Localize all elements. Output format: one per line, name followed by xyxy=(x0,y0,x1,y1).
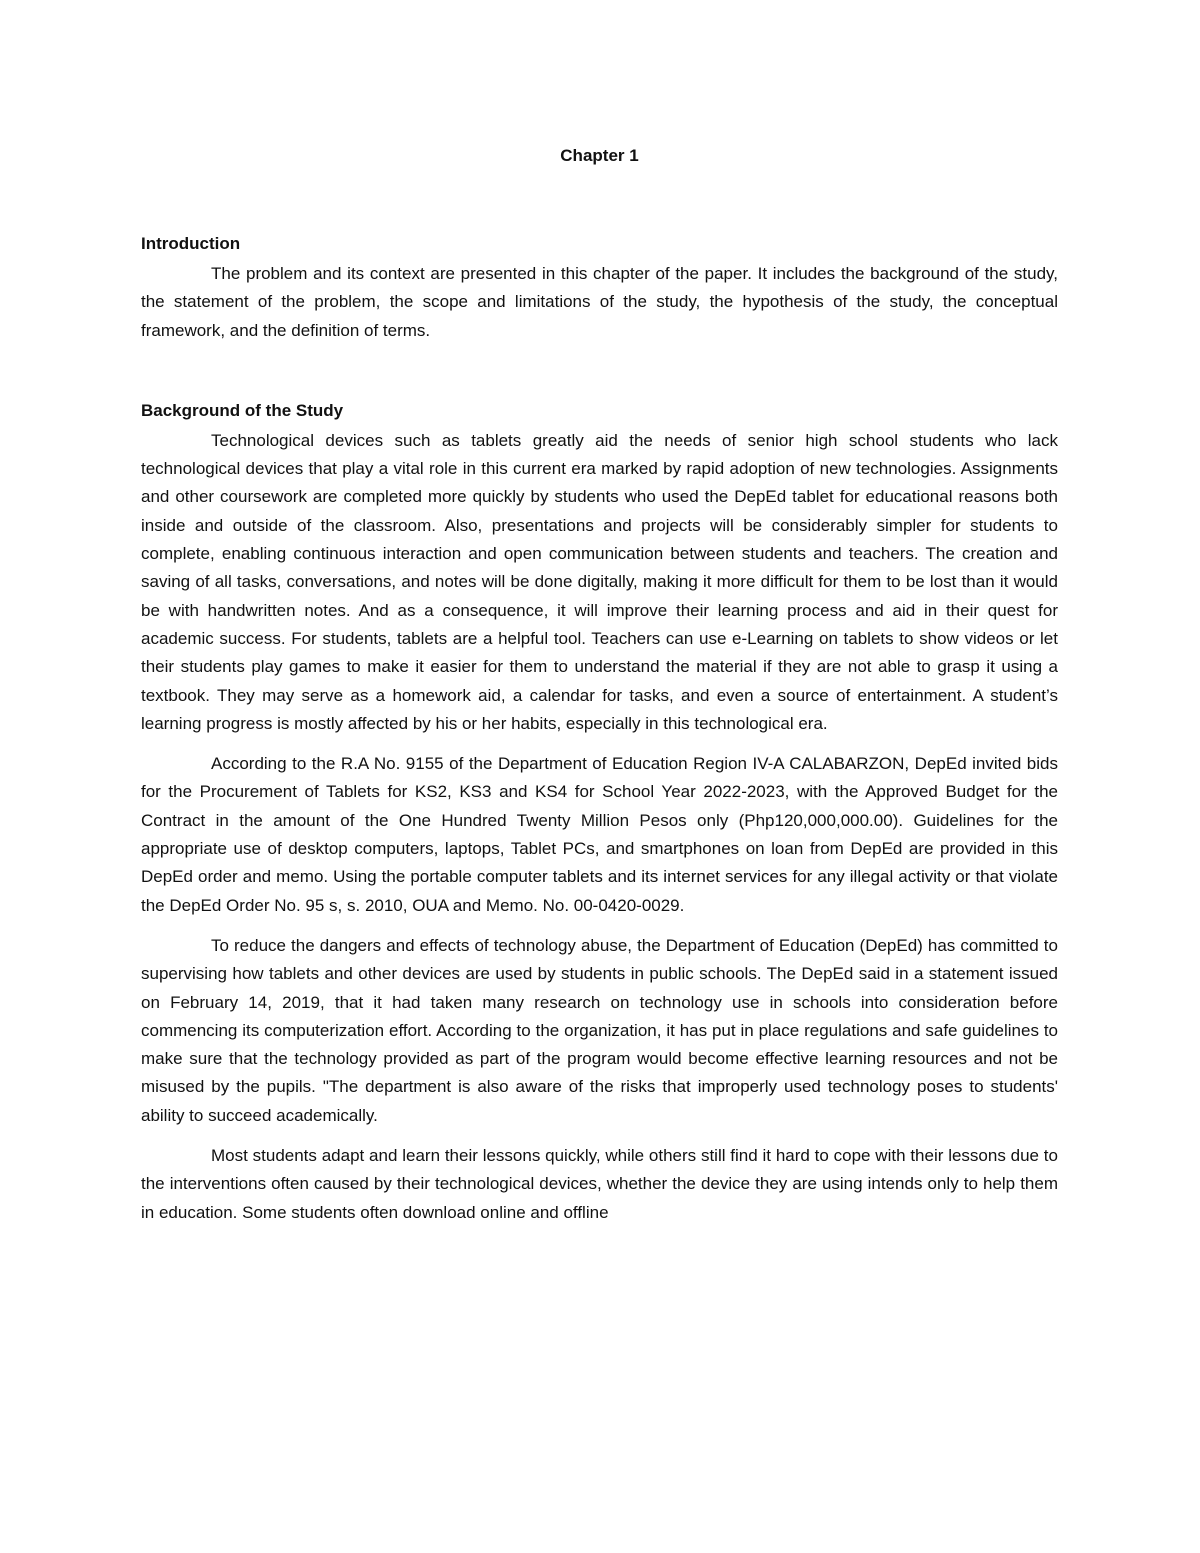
background-paragraph-3: To reduce the dangers and effects of technology abuse, the Department of Education (DepEd) has committed to supervising how tablets and other devices are used by students in public schools. The DepEd said in a statement issued on February 14, 2019, that it had taken many research on technology use in schools into consideration before commencing its computerization effort. According to the organization, it has put in place regulations and safe guidelines to make sure that the technology provided as part of the program would become effective learning resources and not be misused by the pupils. "The department is also aware of the risks that improperly used technology poses to students' ability to succeed academically. xyxy=(141,935,1058,1125)
background-heading: Background of the Study xyxy=(141,400,344,420)
introduction-heading: Introduction xyxy=(141,234,241,253)
background-paragraph-1: Technological devices such as tablets greatly aid the needs of senior high school students who lack technological devices that play a vital role in this current era marked by rapid adoption of new technologies. Assignments and other coursework are completed more quickly by students who used the DepEd tablet for educational reasons both inside and outside of the classroom. Also, presentations and projects will be considerably simpler for students to complete, enabling continuous interaction and open communication between students and teachers. The creation and saving of all tasks, conversations, and notes will be done digitally, making it more difficult for them to be lost than it would be with handwritten notes. And as a consequence, it will improve their learning process and aid in their quest for academic success. For students, tablets are a helpful tool. Teachers can use e-Learning on tablets to show videos or let their students play games to make it easier for them to understand the material if they are not able to grasp it using a textbook. They may serve as a homework aid, a calendar for tasks, and even a source of entertainment. A student’s learning progress is mostly affected by his or her habits, especially in this technological era. xyxy=(141,430,1058,733)
introduction-paragraph: The problem and its context are presented in this chapter of the paper. It includes the background of the study, the statement of the problem, the scope and limitations of the study, the hypothesis of the study, the conceptual framework, and the definition of terms. xyxy=(141,264,1058,340)
section-spacer xyxy=(141,357,1058,397)
background-paragraph-4: Most students adapt and learn their lessons quickly, while others still find it hard to cope with their lessons due to the interventions often caused by their technological devices, whether the device they are using intends only to help them in education. Some students often download online and offline xyxy=(141,1146,1058,1222)
chapter-title: Chapter 1 xyxy=(560,146,639,165)
page-content xyxy=(141,142,1058,1239)
background-paragraph-2: According to the R.A No. 9155 of the Department of Education Region IV-A CALABARZON, DepEd invited bids for the Procurement of Tablets for KS2, KS3 and KS4 for School Year 2022-2023, with the Approved Budget for the Contract in the amount of the One Hundred Twenty Million Pesos only (Php120,000,000.00). Guidelines for the appropriate use of desktop computers, laptops, Tablet PCs, and smartphones on loan from DepEd are provided in this DepEd order and memo. Using the portable computer tablets and its internet services for any illegal activity or that violate the DepEd Order No. 95 s, s. 2010, OUA and Memo. No. 00-0420-0029. xyxy=(141,754,1058,915)
